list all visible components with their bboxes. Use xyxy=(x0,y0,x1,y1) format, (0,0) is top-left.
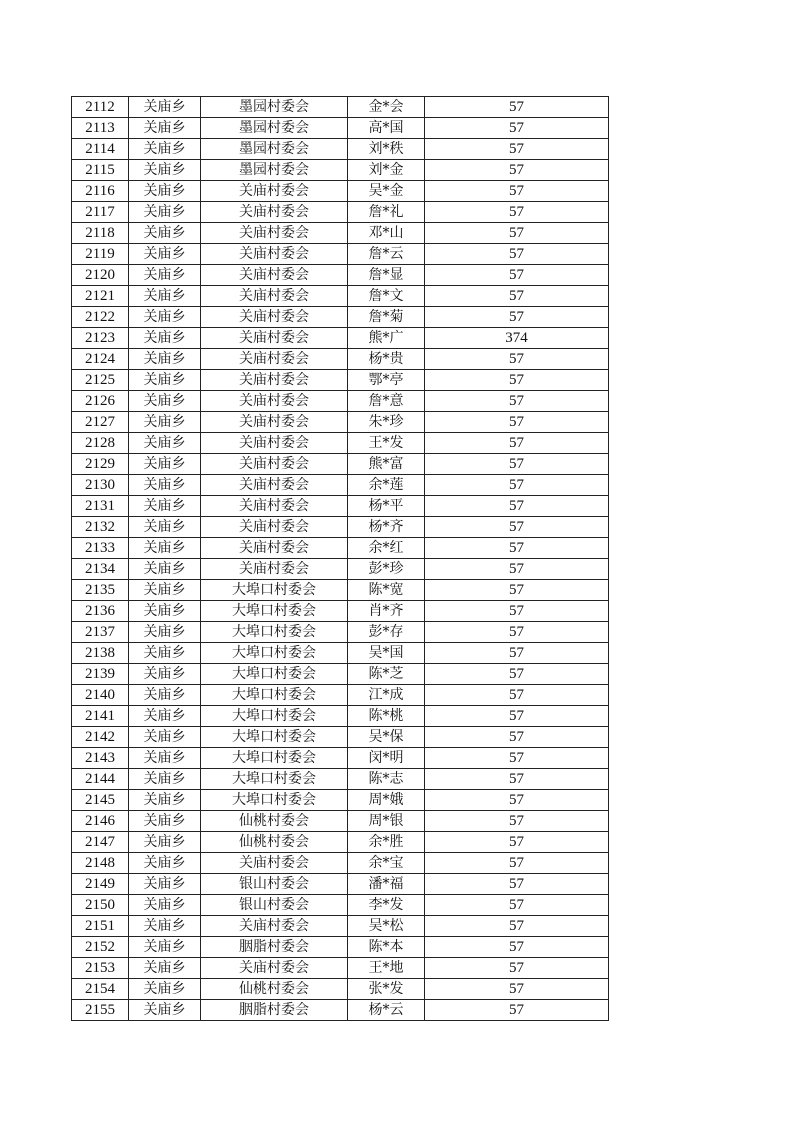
name-cell: 李*发 xyxy=(348,895,425,916)
amount-cell: 57 xyxy=(425,412,609,433)
row-number-cell: 2116 xyxy=(72,181,129,202)
township-cell: 关庙乡 xyxy=(129,202,201,223)
table-row xyxy=(72,979,609,1000)
name-cell: 杨*平 xyxy=(348,496,425,517)
table-row xyxy=(72,412,609,433)
amount-cell: 57 xyxy=(425,580,609,601)
amount-cell: 57 xyxy=(425,517,609,538)
amount-cell: 57 xyxy=(425,790,609,811)
amount-cell: 57 xyxy=(425,706,609,727)
name-cell: 熊*广 xyxy=(348,328,425,349)
amount-cell: 57 xyxy=(425,307,609,328)
table-row xyxy=(72,1000,609,1021)
table-row xyxy=(72,559,609,580)
row-number-cell: 2115 xyxy=(72,160,129,181)
village-committee-cell: 关庙村委会 xyxy=(201,496,348,517)
township-cell: 关庙乡 xyxy=(129,97,201,118)
row-number-cell: 2152 xyxy=(72,937,129,958)
name-cell: 彭*珍 xyxy=(348,559,425,580)
village-committee-cell: 关庙村委会 xyxy=(201,517,348,538)
name-cell: 詹*菊 xyxy=(348,307,425,328)
township-cell: 关庙乡 xyxy=(129,139,201,160)
township-cell: 关庙乡 xyxy=(129,412,201,433)
table-row xyxy=(72,685,609,706)
name-cell: 陈*芝 xyxy=(348,664,425,685)
township-cell: 关庙乡 xyxy=(129,433,201,454)
name-cell: 吴*松 xyxy=(348,916,425,937)
table-row xyxy=(72,748,609,769)
table-row xyxy=(72,664,609,685)
name-cell: 刘*秩 xyxy=(348,139,425,160)
village-committee-cell: 关庙村委会 xyxy=(201,328,348,349)
township-cell: 关庙乡 xyxy=(129,307,201,328)
village-committee-cell: 关庙村委会 xyxy=(201,265,348,286)
name-cell: 陈*本 xyxy=(348,937,425,958)
amount-cell: 57 xyxy=(425,370,609,391)
township-cell: 关庙乡 xyxy=(129,874,201,895)
data-table xyxy=(71,96,609,1021)
township-cell: 关庙乡 xyxy=(129,559,201,580)
village-committee-cell: 关庙村委会 xyxy=(201,244,348,265)
amount-cell: 57 xyxy=(425,244,609,265)
name-cell: 杨*贵 xyxy=(348,349,425,370)
name-cell: 吴*金 xyxy=(348,181,425,202)
village-committee-cell: 关庙村委会 xyxy=(201,286,348,307)
village-committee-cell: 大埠口村委会 xyxy=(201,706,348,727)
row-number-cell: 2141 xyxy=(72,706,129,727)
table-row xyxy=(72,223,609,244)
amount-cell: 57 xyxy=(425,496,609,517)
row-number-cell: 2134 xyxy=(72,559,129,580)
row-number-cell: 2122 xyxy=(72,307,129,328)
township-cell: 关庙乡 xyxy=(129,895,201,916)
table-row xyxy=(72,139,609,160)
table-row xyxy=(72,811,609,832)
township-cell: 关庙乡 xyxy=(129,286,201,307)
name-cell: 杨*云 xyxy=(348,1000,425,1021)
name-cell: 詹*文 xyxy=(348,286,425,307)
township-cell: 关庙乡 xyxy=(129,664,201,685)
table-row xyxy=(72,601,609,622)
amount-cell: 57 xyxy=(425,538,609,559)
village-committee-cell: 胭脂村委会 xyxy=(201,937,348,958)
amount-cell: 57 xyxy=(425,853,609,874)
amount-cell: 57 xyxy=(425,958,609,979)
village-committee-cell: 关庙村委会 xyxy=(201,475,348,496)
name-cell: 詹*意 xyxy=(348,391,425,412)
row-number-cell: 2128 xyxy=(72,433,129,454)
amount-cell: 57 xyxy=(425,727,609,748)
row-number-cell: 2136 xyxy=(72,601,129,622)
village-committee-cell: 大埠口村委会 xyxy=(201,643,348,664)
village-committee-cell: 关庙村委会 xyxy=(201,916,348,937)
row-number-cell: 2146 xyxy=(72,811,129,832)
table-row xyxy=(72,580,609,601)
name-cell: 杨*齐 xyxy=(348,517,425,538)
row-number-cell: 2133 xyxy=(72,538,129,559)
name-cell: 余*宝 xyxy=(348,853,425,874)
table-row xyxy=(72,97,609,118)
row-number-cell: 2155 xyxy=(72,1000,129,1021)
table-row xyxy=(72,706,609,727)
village-committee-cell: 关庙村委会 xyxy=(201,958,348,979)
table-row xyxy=(72,853,609,874)
name-cell: 张*发 xyxy=(348,979,425,1000)
village-committee-cell: 墨园村委会 xyxy=(201,118,348,139)
township-cell: 关庙乡 xyxy=(129,685,201,706)
township-cell: 关庙乡 xyxy=(129,790,201,811)
name-cell: 吴*国 xyxy=(348,643,425,664)
village-committee-cell: 关庙村委会 xyxy=(201,538,348,559)
table-row xyxy=(72,433,609,454)
amount-cell: 57 xyxy=(425,349,609,370)
row-number-cell: 2147 xyxy=(72,832,129,853)
township-cell: 关庙乡 xyxy=(129,265,201,286)
row-number-cell: 2120 xyxy=(72,265,129,286)
township-cell: 关庙乡 xyxy=(129,769,201,790)
row-number-cell: 2144 xyxy=(72,769,129,790)
township-cell: 关庙乡 xyxy=(129,853,201,874)
township-cell: 关庙乡 xyxy=(129,937,201,958)
village-committee-cell: 关庙村委会 xyxy=(201,391,348,412)
township-cell: 关庙乡 xyxy=(129,538,201,559)
row-number-cell: 2125 xyxy=(72,370,129,391)
name-cell: 周*银 xyxy=(348,811,425,832)
village-committee-cell: 大埠口村委会 xyxy=(201,748,348,769)
table-row xyxy=(72,895,609,916)
township-cell: 关庙乡 xyxy=(129,643,201,664)
amount-cell: 57 xyxy=(425,223,609,244)
township-cell: 关庙乡 xyxy=(129,160,201,181)
village-committee-cell: 大埠口村委会 xyxy=(201,664,348,685)
table-row xyxy=(72,874,609,895)
name-cell: 吴*保 xyxy=(348,727,425,748)
row-number-cell: 2140 xyxy=(72,685,129,706)
village-committee-cell: 大埠口村委会 xyxy=(201,580,348,601)
name-cell: 王*发 xyxy=(348,433,425,454)
amount-cell: 57 xyxy=(425,601,609,622)
row-number-cell: 2117 xyxy=(72,202,129,223)
row-number-cell: 2132 xyxy=(72,517,129,538)
amount-cell: 57 xyxy=(425,811,609,832)
name-cell: 闵*明 xyxy=(348,748,425,769)
name-cell: 朱*珍 xyxy=(348,412,425,433)
amount-cell: 374 xyxy=(425,328,609,349)
village-committee-cell: 关庙村委会 xyxy=(201,853,348,874)
row-number-cell: 2124 xyxy=(72,349,129,370)
row-number-cell: 2126 xyxy=(72,391,129,412)
table-row xyxy=(72,328,609,349)
name-cell: 鄂*亭 xyxy=(348,370,425,391)
row-number-cell: 2119 xyxy=(72,244,129,265)
name-cell: 詹*云 xyxy=(348,244,425,265)
village-committee-cell: 大埠口村委会 xyxy=(201,727,348,748)
amount-cell: 57 xyxy=(425,895,609,916)
village-committee-cell: 关庙村委会 xyxy=(201,223,348,244)
row-number-cell: 2153 xyxy=(72,958,129,979)
township-cell: 关庙乡 xyxy=(129,328,201,349)
township-cell: 关庙乡 xyxy=(129,370,201,391)
village-committee-cell: 大埠口村委会 xyxy=(201,769,348,790)
table-row xyxy=(72,391,609,412)
township-cell: 关庙乡 xyxy=(129,622,201,643)
name-cell: 陈*桃 xyxy=(348,706,425,727)
amount-cell: 57 xyxy=(425,265,609,286)
name-cell: 周*娥 xyxy=(348,790,425,811)
village-committee-cell: 关庙村委会 xyxy=(201,370,348,391)
village-committee-cell: 大埠口村委会 xyxy=(201,685,348,706)
table-body xyxy=(72,97,609,1021)
village-committee-cell: 关庙村委会 xyxy=(201,349,348,370)
row-number-cell: 2138 xyxy=(72,643,129,664)
row-number-cell: 2137 xyxy=(72,622,129,643)
name-cell: 熊*富 xyxy=(348,454,425,475)
township-cell: 关庙乡 xyxy=(129,181,201,202)
amount-cell: 57 xyxy=(425,664,609,685)
amount-cell: 57 xyxy=(425,475,609,496)
row-number-cell: 2135 xyxy=(72,580,129,601)
amount-cell: 57 xyxy=(425,832,609,853)
village-committee-cell: 墨园村委会 xyxy=(201,139,348,160)
amount-cell: 57 xyxy=(425,139,609,160)
table-row xyxy=(72,244,609,265)
row-number-cell: 2121 xyxy=(72,286,129,307)
village-committee-cell: 仙桃村委会 xyxy=(201,811,348,832)
row-number-cell: 2123 xyxy=(72,328,129,349)
amount-cell: 57 xyxy=(425,979,609,1000)
name-cell: 陈*宽 xyxy=(348,580,425,601)
township-cell: 关庙乡 xyxy=(129,349,201,370)
row-number-cell: 2143 xyxy=(72,748,129,769)
table-row xyxy=(72,769,609,790)
row-number-cell: 2149 xyxy=(72,874,129,895)
table-row xyxy=(72,307,609,328)
village-committee-cell: 关庙村委会 xyxy=(201,412,348,433)
township-cell: 关庙乡 xyxy=(129,244,201,265)
table-row xyxy=(72,286,609,307)
name-cell: 陈*志 xyxy=(348,769,425,790)
table-row xyxy=(72,832,609,853)
village-committee-cell: 关庙村委会 xyxy=(201,433,348,454)
name-cell: 詹*显 xyxy=(348,265,425,286)
row-number-cell: 2151 xyxy=(72,916,129,937)
table-row xyxy=(72,916,609,937)
amount-cell: 57 xyxy=(425,769,609,790)
village-committee-cell: 胭脂村委会 xyxy=(201,1000,348,1021)
name-cell: 余*红 xyxy=(348,538,425,559)
name-cell: 金*会 xyxy=(348,97,425,118)
table-row xyxy=(72,538,609,559)
village-committee-cell: 大埠口村委会 xyxy=(201,790,348,811)
table-row xyxy=(72,937,609,958)
township-cell: 关庙乡 xyxy=(129,496,201,517)
row-number-cell: 2127 xyxy=(72,412,129,433)
table-row xyxy=(72,517,609,538)
table-row xyxy=(72,727,609,748)
name-cell: 余*胜 xyxy=(348,832,425,853)
amount-cell: 57 xyxy=(425,286,609,307)
name-cell: 潘*福 xyxy=(348,874,425,895)
township-cell: 关庙乡 xyxy=(129,223,201,244)
amount-cell: 57 xyxy=(425,685,609,706)
row-number-cell: 2150 xyxy=(72,895,129,916)
amount-cell: 57 xyxy=(425,391,609,412)
township-cell: 关庙乡 xyxy=(129,916,201,937)
amount-cell: 57 xyxy=(425,181,609,202)
township-cell: 关庙乡 xyxy=(129,1000,201,1021)
name-cell: 江*成 xyxy=(348,685,425,706)
amount-cell: 57 xyxy=(425,643,609,664)
amount-cell: 57 xyxy=(425,118,609,139)
name-cell: 王*地 xyxy=(348,958,425,979)
township-cell: 关庙乡 xyxy=(129,706,201,727)
name-cell: 高*国 xyxy=(348,118,425,139)
amount-cell: 57 xyxy=(425,454,609,475)
table-row xyxy=(72,202,609,223)
township-cell: 关庙乡 xyxy=(129,118,201,139)
township-cell: 关庙乡 xyxy=(129,748,201,769)
amount-cell: 57 xyxy=(425,559,609,580)
village-committee-cell: 关庙村委会 xyxy=(201,307,348,328)
village-committee-cell: 关庙村委会 xyxy=(201,181,348,202)
row-number-cell: 2154 xyxy=(72,979,129,1000)
township-cell: 关庙乡 xyxy=(129,727,201,748)
table-row xyxy=(72,160,609,181)
row-number-cell: 2114 xyxy=(72,139,129,160)
township-cell: 关庙乡 xyxy=(129,391,201,412)
row-number-cell: 2129 xyxy=(72,454,129,475)
village-committee-cell: 关庙村委会 xyxy=(201,454,348,475)
township-cell: 关庙乡 xyxy=(129,958,201,979)
amount-cell: 57 xyxy=(425,202,609,223)
table-row xyxy=(72,475,609,496)
amount-cell: 57 xyxy=(425,748,609,769)
amount-cell: 57 xyxy=(425,160,609,181)
village-committee-cell: 墨园村委会 xyxy=(201,160,348,181)
table-row xyxy=(72,643,609,664)
village-committee-cell: 大埠口村委会 xyxy=(201,601,348,622)
table-row xyxy=(72,790,609,811)
table-row xyxy=(72,349,609,370)
amount-cell: 57 xyxy=(425,937,609,958)
township-cell: 关庙乡 xyxy=(129,580,201,601)
row-number-cell: 2112 xyxy=(72,97,129,118)
village-committee-cell: 关庙村委会 xyxy=(201,559,348,580)
row-number-cell: 2145 xyxy=(72,790,129,811)
amount-cell: 57 xyxy=(425,874,609,895)
name-cell: 余*莲 xyxy=(348,475,425,496)
name-cell: 肖*齐 xyxy=(348,601,425,622)
amount-cell: 57 xyxy=(425,622,609,643)
table-row xyxy=(72,958,609,979)
township-cell: 关庙乡 xyxy=(129,517,201,538)
row-number-cell: 2139 xyxy=(72,664,129,685)
name-cell: 邓*山 xyxy=(348,223,425,244)
village-committee-cell: 墨园村委会 xyxy=(201,97,348,118)
name-cell: 詹*礼 xyxy=(348,202,425,223)
row-number-cell: 2118 xyxy=(72,223,129,244)
table-row xyxy=(72,454,609,475)
village-committee-cell: 关庙村委会 xyxy=(201,202,348,223)
table-row xyxy=(72,265,609,286)
table-row xyxy=(72,181,609,202)
name-cell: 彭*存 xyxy=(348,622,425,643)
row-number-cell: 2142 xyxy=(72,727,129,748)
village-committee-cell: 仙桃村委会 xyxy=(201,832,348,853)
row-number-cell: 2130 xyxy=(72,475,129,496)
village-committee-cell: 银山村委会 xyxy=(201,895,348,916)
amount-cell: 57 xyxy=(425,97,609,118)
table-row xyxy=(72,496,609,517)
village-committee-cell: 银山村委会 xyxy=(201,874,348,895)
township-cell: 关庙乡 xyxy=(129,811,201,832)
township-cell: 关庙乡 xyxy=(129,832,201,853)
amount-cell: 57 xyxy=(425,433,609,454)
table-row xyxy=(72,622,609,643)
table-row xyxy=(72,370,609,391)
row-number-cell: 2131 xyxy=(72,496,129,517)
township-cell: 关庙乡 xyxy=(129,601,201,622)
village-committee-cell: 大埠口村委会 xyxy=(201,622,348,643)
row-number-cell: 2113 xyxy=(72,118,129,139)
amount-cell: 57 xyxy=(425,1000,609,1021)
township-cell: 关庙乡 xyxy=(129,979,201,1000)
village-committee-cell: 仙桃村委会 xyxy=(201,979,348,1000)
row-number-cell: 2148 xyxy=(72,853,129,874)
table-row xyxy=(72,118,609,139)
township-cell: 关庙乡 xyxy=(129,454,201,475)
township-cell: 关庙乡 xyxy=(129,475,201,496)
name-cell: 刘*金 xyxy=(348,160,425,181)
amount-cell: 57 xyxy=(425,916,609,937)
